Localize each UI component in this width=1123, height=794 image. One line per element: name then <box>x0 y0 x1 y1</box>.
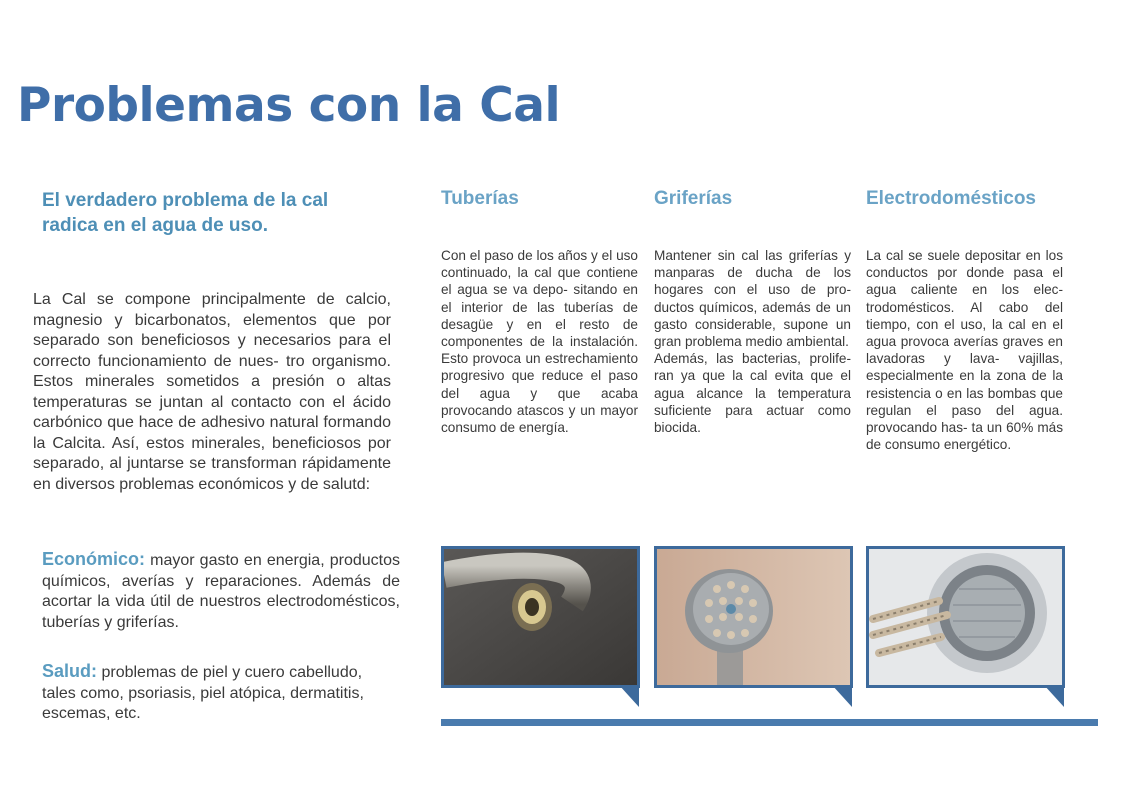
photo-corner-tab <box>1044 685 1064 707</box>
intro-paragraph: La Cal se compone principalmente de calcio, magnesio y bicarbonatos, elementos que por separado son beneficiosos y necesarios para el correcto funcionamiento de nues- tro organismo. Estos minerales sometidos a presión o altas temperaturas se juntan al contacto con el ácido carbónico que hace de adhesivo natural formando la Calcita. Así, estos minerales, beneficiosos por separado, al juntarse se transforman rápidamente en diversos problemas económicos y de salutd: <box>33 291 391 493</box>
health-label: Salud: <box>42 661 98 681</box>
economic-label: Económico: <box>42 549 146 569</box>
column-heading-tuberias: Tuberías <box>441 188 519 209</box>
column-text-griferias: Mantener sin cal las griferías y manparas de ducha de los hogares con el uso de pro- ductos químicos, además de un gasto considerable, supone un gran problema medio ambiental. Además, las bacterias, prolife- ran ya que la cal evita que el agua alcance la temperatura suficiente para actuar como biocida. <box>654 248 851 436</box>
economic-text: mayor gasto en energia, productos químicos, averías y reparaciones. Además de acortar la vida útil de nuestros electrodomésticos, tuberías y griferías. <box>42 552 400 631</box>
lead-statement: El verdadero problema de la cal radica en el agua de uso. <box>42 190 329 236</box>
photo-corner-tab <box>832 685 852 707</box>
column-heading-electrodomesticos: Electrodomésticos <box>866 188 1036 209</box>
washing-machine-heater-photo <box>866 546 1065 688</box>
economic-bullet <box>42 549 400 633</box>
page-title: Problemas con la Cal <box>17 78 561 133</box>
column-text-electrodomesticos: La cal se suele depositar en los conductos por donde pasa el agua caliente en los elec- trodomésticos. Al cabo del tiempo, con el uso, la cal en el agua provoca averías graves en lavadoras y lava- vajillas, especialmente en la zona de la resistencia o en las bombas que regulan el paso del agua. provocando has- ta un 60% más de consumo energético. <box>866 248 1063 453</box>
limescale-shower-head-photo <box>654 546 853 688</box>
column-text-tuberias: Con el paso de los años y el uso continuado, la cal que contiene el agua se va depo- sitando en el interior de las tuberías de desagüe y en el resto de componentes de la instalación. Esto provoca un estrechamiento progresivo que reduce el paso del agua y que acaba provocando atascos y un mayor consumo de energía. <box>441 248 638 436</box>
bottom-accent-bar <box>441 719 1098 726</box>
column-heading-griferias: Griferías <box>654 188 733 209</box>
calcified-pipe-photo <box>441 546 640 688</box>
health-bullet <box>42 661 400 725</box>
photo-corner-tab <box>619 685 639 707</box>
health-text: problemas de piel y cuero cabelludo, tales como, psoriasis, piel atópica, dermatitis, escemas, etc. <box>42 664 364 722</box>
